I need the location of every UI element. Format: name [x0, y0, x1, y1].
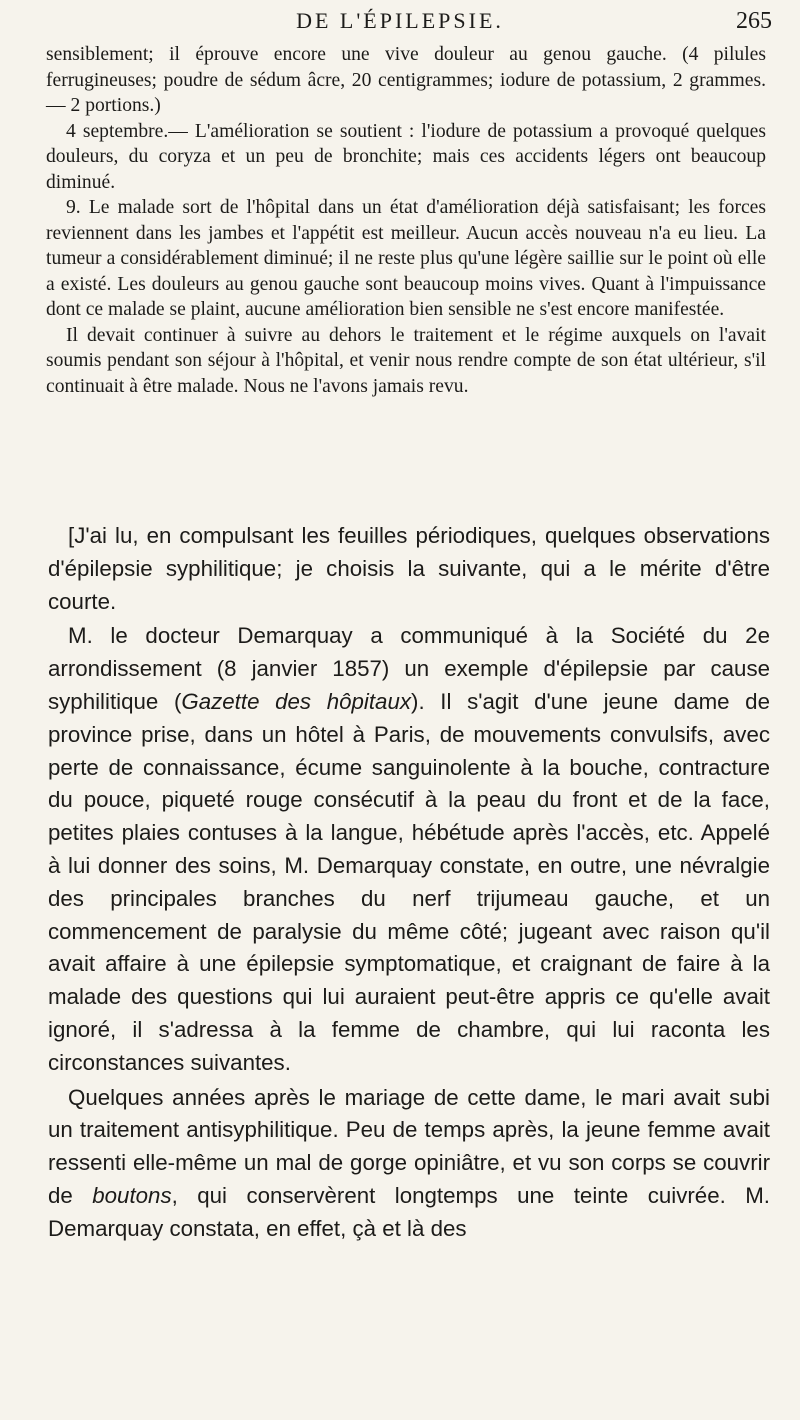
commentary-paragraph [48, 620, 770, 1079]
case-report-paragraph: sensiblement; il éprouve encore une vive douleur au genou gauche. (4 pilules ferrugineuses; poudre de sédum âcre, 20 centigrammes; iodure de potassium, 2 grammes. — 2 portions.) [46, 44, 766, 116]
commentary-paragraph [48, 1082, 770, 1246]
case-report-paragraph: Il devait continuer à suivre au dehors le traitement et le régime auxquels on l'avait soumis pendant son séjour à l'hôpital, et venir nous rendre compte de son état ultérieur, s'il continuait à être malade. Nous ne l'avons jamais revu. [46, 324, 766, 397]
text-run: M. le docteur Demarquay a communiqué à la Société du 2e arrondissement (8 janvier 1857) un exemple d'épilepsie par cause syphilitique ( [48, 623, 770, 714]
case-report-paragraph: 4 septembre.— L'amélioration se soutient : l'iodure de potassium a provoqué quelques douleurs, du coryza et un peu de bronchite; mais ces accidents légers ont beaucoup diminué. [46, 120, 766, 193]
text-run: ). Il s'agit d'une jeune dame de province prise, dans un hôtel à Paris, de mouvements convulsifs, avec perte de connaissance, écume sanguinolente à la bouche, contracture du pouce, piqueté rouge consécutif à la peau du front et de la face, petites plaies contuses à la langue, hébétude après l'accès, etc. Appelé à lui donner des soins, M. Demarquay constate, en outre, une névralgie des principales branches du nerf trijumeau gauche, et un commencement de paralysie du même côté; jugeant avec raison qu'il avait affaire à une épilepsie symptomatique, et craignant de faire à la malade des questions qui lui auraient peut-être appris ce qu'elle avait ignoré, il s'adressa à la femme de chambre, qui lui raconta les circonstances suivantes. [48, 688, 770, 1075]
case-report-paragraph: 9. Le malade sort de l'hôpital dans un état d'amélioration déjà satisfaisant; les forces reviennent dans les jambes et l'appétit est meilleur. Aucun accès nouveau n'a eu lieu. La tumeur a considérablement diminué; il ne reste plus qu'une légère saillie sur le point où elle a existé. Les douleurs au genou gauche sont beaucoup moins vives. Quant à l'impuissance dont ce malade se plaint, aucune amélioration bien sensible ne s'est encore manifestée. [46, 197, 766, 320]
running-title: DE L'ÉPILEPSIE. [296, 8, 504, 33]
emphasized-term: boutons [92, 1182, 172, 1208]
commentary-paragraph: [J'ai lu, en compulsant les feuilles périodiques, quelques observations d'épilepsie syphilitique; je choisis la suivante, qui a le mérite d'être courte. [48, 523, 770, 614]
text-run: , qui conservèrent longtemps une teinte cuivrée. M. Demarquay constata, en effet, çà et là des [48, 1182, 770, 1241]
case-report-section [46, 42, 766, 399]
journal-title: Gazette des hôpitaux [181, 688, 412, 714]
page-number: 265 [736, 8, 772, 34]
text-run: Quelques années après le mariage de cette dame, le mari avait subi un traitement antisyphilitique. Peu de temps après, la jeune femme avait ressenti elle-même un mal de gorge opiniâtre, et vu son corps se couvrir de [48, 1084, 770, 1208]
commentary-section [48, 520, 770, 1246]
